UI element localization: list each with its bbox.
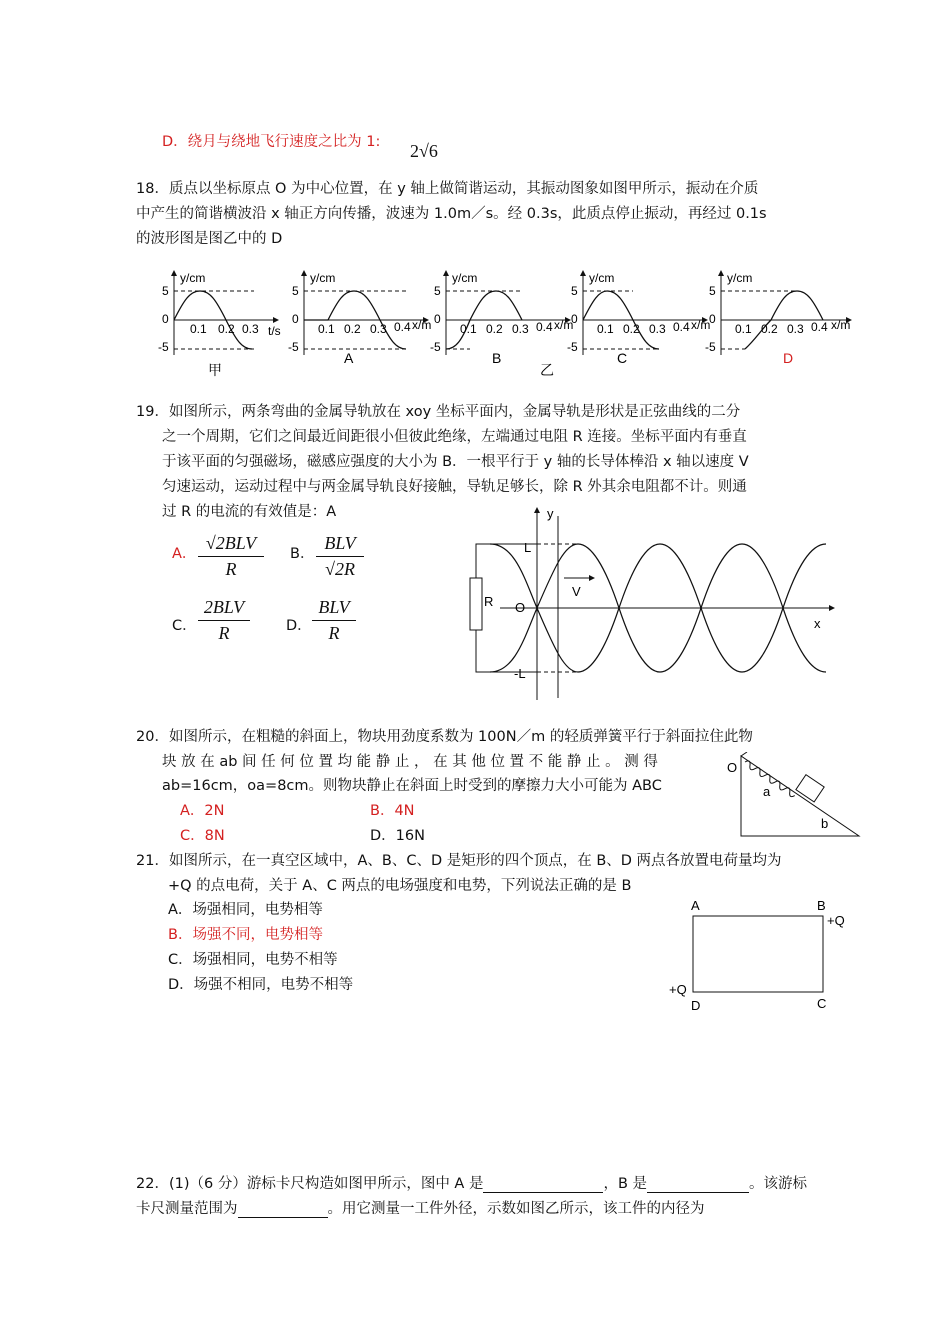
graph-c-tick: 0.1 [597, 322, 614, 336]
graph-a-tick: 0.1 [318, 322, 335, 336]
q19-option-c-fraction [198, 597, 250, 644]
q19-option-d-denominator: R [328, 623, 340, 643]
q18-wave-graphs [150, 265, 870, 385]
q20-option-c: C．8N [180, 828, 225, 844]
q19-option-b-numerator: BLV [324, 533, 356, 553]
graph-b-y0: 0 [434, 312, 441, 326]
q21-b-label: B [817, 898, 826, 913]
graph-c-ylabel: y/cm [589, 271, 615, 285]
q19-option-c-numerator: 2BLV [203, 597, 245, 617]
graph-jia-yneg5: -5 [158, 340, 169, 354]
q20-option-b: B．4N [370, 803, 415, 819]
q21-line-2: +Q 的点电荷，关于 A、C 两点的电场强度和电势，下列说法正确的是 B [168, 878, 632, 894]
q19-line-4: 匀速运动，运动过程中与两金属导轨良好接触，导轨足够长，除 R 外其余电阻都不计。则通 [162, 479, 747, 495]
q20-b-label: b [821, 816, 829, 831]
q22-line-1-text-b: ，B 是 [603, 1176, 648, 1192]
q21-rectangle-figure [665, 896, 855, 1016]
q19-x-label: x [814, 616, 821, 631]
graph-d-y5: 5 [709, 284, 716, 298]
graph-jia-y5: 5 [162, 284, 169, 298]
graph-b-caption: B [492, 350, 502, 366]
graph-d-xlabel: x/m [831, 318, 851, 332]
graph-a-yneg5: -5 [288, 340, 299, 354]
graph-c-y5: 5 [571, 284, 578, 298]
q18-line-3: 的波形图是图乙中的 D [136, 231, 283, 247]
q21-line-1: 21．如图所示，在一真空区域中，A、B、C、D 是矩形的四个顶点，在 B、D 两点各放置电荷量均为 [136, 853, 782, 869]
q22-line-1-text-c: 。该游标 [749, 1176, 808, 1192]
q21-option-a: A．场强相同，电势相等 [168, 902, 323, 918]
graph-a-tick: 0.3 [370, 322, 387, 336]
q19-line-1: 19．如图所示，两条弯曲的金属导轨放在 xoy 坐标平面内，金属导轨是形状是正弦曲线的二分 [136, 404, 741, 420]
q21-d-label: D [691, 998, 701, 1013]
q19-y-label: y [547, 506, 554, 521]
graph-jia-ylabel: y/cm [180, 271, 206, 285]
q19-line-2: 之一个周期，它们之间最近间距很小但彼此绝缘，左端通过电阻 R 连接。坐标平面内有垂直 [162, 429, 747, 445]
q22-blank-b[interactable] [647, 1178, 749, 1193]
q19-L-label: L [524, 540, 532, 555]
graph-a-y0: 0 [292, 312, 299, 326]
q19-option-a-fraction [198, 533, 264, 580]
q20-option-d: D．16N [370, 828, 425, 844]
q22-line-1-text-a: 22．(1)（6 分）游标卡尺构造如图甲所示，图中 A 是 [136, 1176, 484, 1192]
graph-jia-y0: 0 [162, 312, 169, 326]
q19-option-a-numerator: √2BLV [205, 533, 257, 553]
q20-incline-figure [725, 752, 865, 844]
q19-option-b-label: B． [290, 546, 315, 562]
q19-option-a-label: A． [172, 546, 197, 562]
graph-jia-caption: 甲 [208, 362, 222, 378]
graph-a-tick: 0.4 [394, 320, 411, 334]
q19-option-c-label: C． [172, 618, 197, 634]
graph-jia-tick: 0.2 [218, 322, 235, 336]
q20-o-label: O [727, 760, 738, 775]
q19-origin-label: O [515, 600, 526, 615]
graph-b-yneg5: -5 [430, 340, 441, 354]
graph-b-tick: 0.3 [512, 322, 529, 336]
graph-b-tick: 0.4 [536, 320, 553, 334]
graph-a-y5: 5 [292, 284, 299, 298]
graph-c-tick: 0.2 [623, 322, 640, 336]
q19-line-5: 过 R 的电流的有效值是：A [162, 504, 337, 520]
graph-jia-xlabel: t/s [268, 324, 281, 338]
graph-d-tick: 0.2 [761, 322, 778, 336]
q21-c-label: C [817, 996, 827, 1011]
graph-d-caption: D [783, 350, 794, 366]
q20-a-label: a [763, 784, 771, 799]
q22-line-2-text-a: 卡尺测量范围为 [136, 1201, 238, 1217]
q22-line-2-text-b: 。用它测量一工件外径，示数如图乙所示，该工件的内径为 [327, 1201, 705, 1217]
q22-line-2 [136, 1197, 705, 1218]
q21-option-d: D．场强不相同，电势不相等 [168, 977, 354, 993]
graph-a-caption: A [344, 350, 354, 366]
q22-line-1 [136, 1172, 807, 1193]
q21-option-c: C．场强相同，电势不相等 [168, 952, 338, 968]
q21-option-b: B．场强不同，电势相等 [168, 927, 323, 943]
graph-b-tick: 0.1 [460, 322, 477, 336]
q19-option-d-fraction [312, 597, 356, 644]
q19-line-3: 于该平面的匀强磁场，磁感应强度的大小为 B．一根平行于 y 轴的长导体棒沿 x 轴以速度 V [162, 454, 749, 470]
graph-c-xlabel: x/m [691, 318, 711, 332]
q18-line-1: 18．质点以坐标原点 O 为中心位置，在 y 轴上做简谐运动，其振动图象如图甲所示，振动在介质 [136, 181, 759, 197]
q21-a-label: A [691, 898, 700, 913]
q19-option-d-label: D． [286, 618, 312, 634]
q19-option-c-denominator: R [218, 623, 230, 643]
q21-charge-b: +Q [827, 913, 845, 928]
graph-b-xlabel: x/m [554, 318, 574, 332]
graph-b-ylabel: y/cm [452, 271, 478, 285]
graph-d-ylabel: y/cm [727, 271, 753, 285]
graph-yi-caption: 乙 [540, 362, 554, 378]
graph-c-caption: C [617, 350, 628, 366]
q18-line-2: 中产生的简谐横波沿 x 轴正方向传播，波速为 1.0m／s。经 0.3s，此质点停止振动，再经过 0.1s [136, 206, 767, 222]
graph-c-yneg5: -5 [567, 340, 578, 354]
graph-d-yneg5: -5 [705, 340, 716, 354]
graph-c-tick: 0.4 [673, 320, 690, 334]
q20-option-a: A．2N [180, 803, 225, 819]
q19-option-b-fraction [316, 533, 364, 580]
graph-jia [158, 271, 281, 378]
q20-line-3: ab=16cm，oa=8cm。则物块静止在斜面上时受到的摩擦力大小可能为 ABC [162, 778, 662, 794]
graph-jia-tick: 0.1 [190, 322, 207, 336]
q22-blank-range[interactable] [238, 1203, 328, 1218]
q17-option-d-value: 2√6 [410, 141, 438, 161]
q19-negL-label: -L [514, 666, 526, 681]
q19-rail-figure [460, 500, 840, 705]
q19-velocity-label: V [572, 584, 581, 599]
q19-resistor-label: R [484, 594, 494, 609]
q19-option-d-numerator: BLV [318, 597, 350, 617]
graph-a-xlabel: x/m [412, 318, 432, 332]
graph-a-tick: 0.2 [344, 322, 361, 336]
q19-option-a-denominator: R [225, 559, 237, 579]
q19-option-b-denominator: √2R [325, 559, 355, 579]
graph-b [430, 271, 573, 378]
graph-b-tick: 0.2 [486, 322, 503, 336]
graph-a [288, 271, 431, 366]
graph-d-tick: 0.4 [811, 320, 828, 334]
q22-blank-a[interactable] [483, 1178, 603, 1193]
q20-line-2: 块 放 在 ab 间 任 何 位 置 均 能 静 止 ， 在 其 他 位 置 不 能 静 止 。 测 得 [162, 754, 658, 770]
graph-d-tick: 0.3 [787, 322, 804, 336]
graph-c-y0: 0 [571, 312, 578, 326]
q21-charge-d: +Q [669, 982, 687, 997]
graph-d-y0: 0 [709, 312, 716, 326]
graph-c [567, 271, 710, 366]
graph-d [705, 271, 851, 366]
graph-c-tick: 0.3 [649, 322, 666, 336]
graph-a-ylabel: y/cm [310, 271, 336, 285]
q17-option-d: D．绕月与绕地飞行速度之比为 1: [162, 134, 381, 150]
q20-line-1: 20．如图所示，在粗糙的斜面上，物块用劲度系数为 100N／m 的轻质弹簧平行于斜面拉住此物 [136, 729, 753, 745]
graph-d-tick: 0.1 [735, 322, 752, 336]
graph-jia-tick: 0.3 [242, 322, 259, 336]
graph-b-y5: 5 [434, 284, 441, 298]
